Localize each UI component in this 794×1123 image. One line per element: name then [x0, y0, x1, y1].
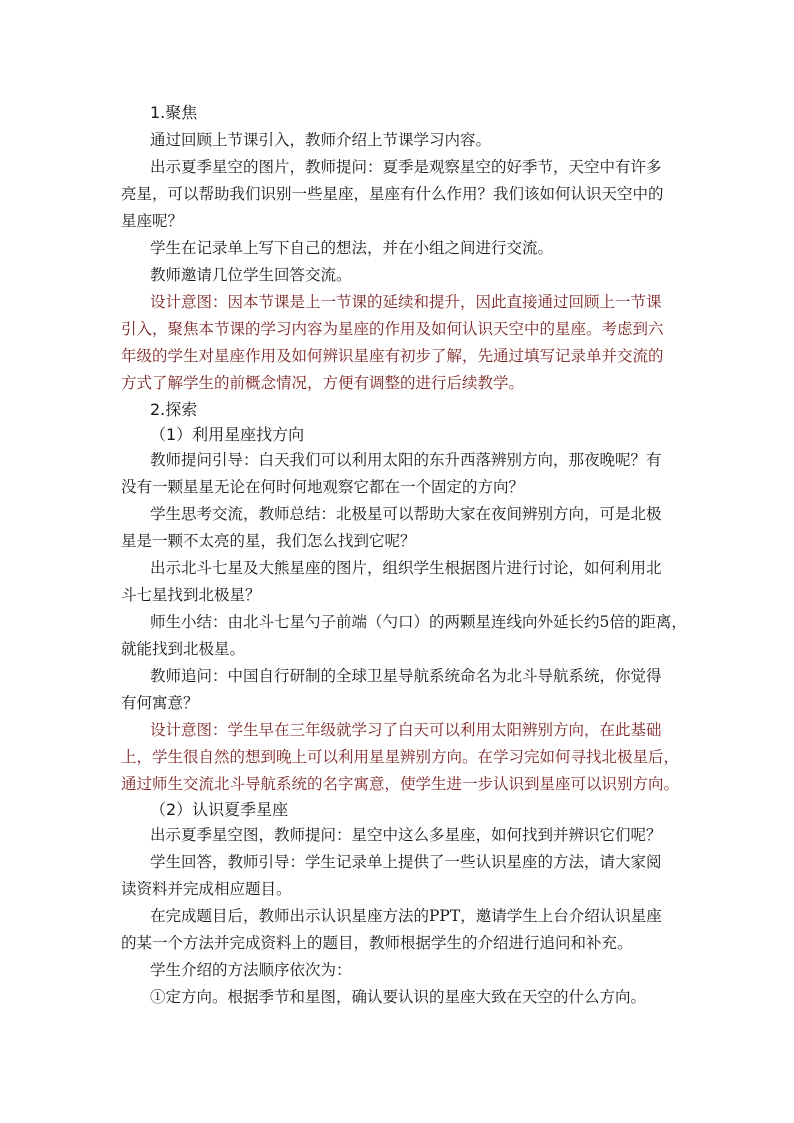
- design-intent-note: 设计意图：因本节课是上一节课的延续和提升，因此直接通过回顾上一节课: [150, 293, 662, 311]
- design-intent-note: 上，学生很自然的想到晚上可以利用星星辨别方向。在学习完如何寻找北极星后，: [121, 748, 680, 766]
- paragraph: 教师邀请几位学生回答交流。: [150, 266, 352, 284]
- paragraph: 师生小结：由北斗七星勺子前端（勺口）的两颗星连线向外延长约5倍的距离，: [150, 613, 687, 631]
- section-2-heading: 2.探索: [150, 400, 198, 419]
- design-intent-note: 年级的学生对星座作用及如何辨识星座有初步了解，先通过填写记录单并交流的: [121, 347, 664, 365]
- paragraph-continuation: 就能找到北极星。: [121, 640, 246, 658]
- section-1-heading: 1.聚焦: [150, 103, 198, 122]
- subsection-heading: （1）利用星座找方向: [150, 425, 305, 444]
- paragraph: 出示夏季星空图，教师提问：星空中这么多星座，如何找到并辨识它们呢？: [150, 826, 662, 844]
- paragraph-continuation: 星是一颗不太亮的星，我们怎么找到它呢？: [121, 532, 416, 550]
- paragraph: 出示夏季星空的图片，教师提问：夏季是观察星空的好季节，天空中有许多: [150, 158, 662, 176]
- paragraph-continuation: 斗七星找到北极星？: [121, 586, 261, 604]
- design-intent-note: 设计意图：学生早在三年级就学习了白天可以利用太阳辨别方向，在此基础: [150, 721, 662, 739]
- list-item: ①定方向。根据季节和星图，确认要认识的星座大致在天空的什么方向。: [150, 988, 647, 1006]
- paragraph-continuation: 有何寓意？: [121, 694, 199, 712]
- paragraph: 学生在记录单上写下自己的想法，并在小组之间进行交流。: [150, 239, 554, 257]
- paragraph: 在完成题目后，教师出示认识星座方法的PPT，邀请学生上台介绍认识星座: [150, 907, 662, 925]
- paragraph: 学生思考交流，教师总结：北极星可以帮助大家在夜间辨别方向，可是北极: [150, 505, 662, 523]
- paragraph: 教师提问引导：白天我们可以利用太阳的东升西落辨别方向，那夜晚呢？有: [150, 451, 662, 469]
- paragraph-continuation: 没有一颗星星无论在何时何地观察它都在一个固定的方向？: [121, 478, 525, 496]
- paragraph-continuation: 亮星，可以帮助我们识别一些星座，星座有什么作用？我们该如何认识天空中的: [121, 185, 664, 203]
- subsection-heading: （2）认识夏季星座: [150, 800, 289, 819]
- paragraph: 出示北斗七星及大熊星座的图片，组织学生根据图片进行讨论，如何利用北: [150, 559, 662, 577]
- paragraph-continuation: 读资料并完成相应题目。: [121, 880, 292, 898]
- design-intent-note: 通过师生交流北斗导航系统的名字寓意，使学生进一步认识到星座可以识别方向。: [121, 775, 680, 793]
- paragraph: 教师追问：中国自行研制的全球卫星导航系统命名为北斗导航系统，你觉得: [150, 667, 662, 685]
- paragraph: 学生介绍的方法顺序依次为：: [150, 961, 352, 979]
- paragraph-continuation: 星座呢？: [121, 212, 184, 230]
- paragraph: 通过回顾上节课引入，教师介绍上节课学习内容。: [150, 131, 492, 149]
- design-intent-note: 引入，聚焦本节课的学习内容为星座的作用及如何认识天空中的星座。考虑到六: [121, 320, 664, 338]
- paragraph: 学生回答，教师引导：学生记录单上提供了一些认识星座的方法，请大家阅: [150, 853, 662, 871]
- design-intent-note: 方式了解学生的前概念情况，方便有调整的进行后续教学。: [121, 374, 525, 392]
- paragraph-continuation: 的某一个方法并完成资料上的题目，教师根据学生的介绍进行追问和补充。: [121, 934, 633, 952]
